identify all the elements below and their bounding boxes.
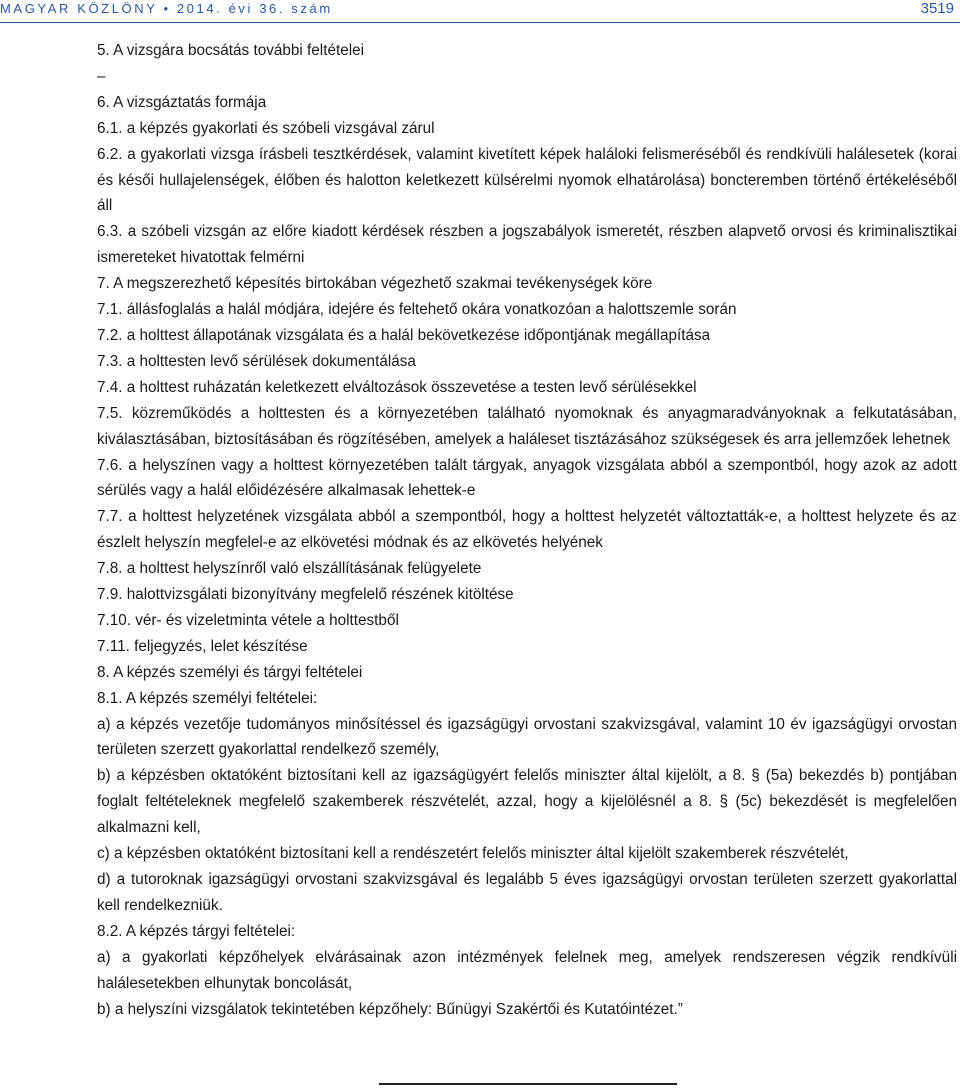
page-number: 3519 xyxy=(920,0,954,17)
footer-rule xyxy=(379,1083,677,1085)
item-8-2-b: b) a helyszíni vizsgálatok tekintetében képzőhely: Bűnügyi Szakértői és Kutatóintézet.” xyxy=(97,1000,683,1018)
header-rule xyxy=(0,22,960,23)
item-7-3: 7.3. a holttesten levő sérülések dokumentálása xyxy=(97,352,416,370)
item-8-1-b: b) a képzésben oktatóként biztosítani kell az igazságügyért felelős miniszter által kijelölt, a 8. § (5a) bekezdés b) pontjában foglalt feltételeknek megfelelő szakemberek részvételét, azzal, hogy a kijelölésnél a 8. § (5c) bekezdését is megfelelően alkalmazni kell, xyxy=(97,767,957,837)
item-7-5: 7.5. közreműködés a holttesten és a környezetében található nyomoknak és anyagmaradványoknak a felkutatásában, kiválasztásában, biztosításában és rögzítésében, amelyek a haláleset tisztázásához szükségesek és arra jellemzőek lehetnek xyxy=(97,404,957,448)
item-8-1-d: d) a tutoroknak igazságügyi orvostani szakvizsgával és legalább 5 éves igazságügyi orvostan területen szerzett gyakorlattal kell rendelkezniük. xyxy=(97,871,957,914)
running-title: MAGYAR KÖZLÖNY • 2014. évi 36. szám xyxy=(0,1,333,16)
item-7-8: 7.8. a holttest helyszínről való elszállításának felügyelete xyxy=(97,560,482,578)
item-6-3: 6.3. a szóbeli vizsgán az előre kiadott kérdések részben a jogszabályok ismeretét, részben alapvető orvosi és kriminalisztikai ismereteket hivatottak felmérni xyxy=(97,223,957,267)
section-5-heading: 5. A vizsgára bocsátás további feltételei xyxy=(97,42,365,59)
section-7-heading: 7. A megszerezhető képesítés birtokában végezhető szakmai tevékenységek köre xyxy=(97,275,653,293)
item-7-9: 7.9. halottvizsgálati bizonyítvány megfelelő részének kitöltése xyxy=(97,586,514,604)
section-5-dash: – xyxy=(97,67,106,85)
item-6-1: 6.1. a képzés gyakorlati és szóbeli vizsgával zárul xyxy=(97,119,435,137)
document-body xyxy=(97,38,957,1022)
item-6-2: 6.2. a gyakorlati vizsga írásbeli tesztkérdések, valamint kivetített képek haláloki felismeréséből és rendkívüli halálesetek (korai és késői hullajelenségek, élőben és halotton keletkezett külsérelmi nyomok elhatárolása) boncteremben történő értékeléséből áll xyxy=(97,145,957,215)
item-7-6: 7.6. a helyszínen vagy a holttest környezetében talált tárgyak, anyagok vizsgálata abból a szempontból, hogy azok az adott sérülés vagy a halál előidézésére alkalmasak lehettek-e xyxy=(97,456,957,500)
item-7-4: 7.4. a holttest ruházatán keletkezett elváltozások összevetése a testen levő sérülésekkel xyxy=(97,378,697,396)
item-8-2-a: a) a gyakorlati képzőhelyek elvárásainak azon intézmények felelnek meg, amelyek rendszeresen végzik rendkívüli halálesetekben elhunytak boncolását, xyxy=(97,948,957,992)
item-7-7: 7.7. a holttest helyzetének vizsgálata abból a szempontból, hogy a holttest helyzetét változtatták-e, a holttest helyzete és az észlelt helyszín megfelel-e az elkövetési módnak és az elkövetés helyének xyxy=(97,508,957,552)
item-7-11: 7.11. feljegyzés, lelet készítése xyxy=(97,637,308,655)
section-6-heading: 6. A vizsgáztatás formája xyxy=(97,93,267,111)
running-header xyxy=(0,0,960,22)
item-7-10: 7.10. vér- és vizeletminta vétele a holttestből xyxy=(97,611,399,629)
section-8-heading: 8. A képzés személyi és tárgyi feltételei xyxy=(97,663,363,681)
item-8-1-a: a) a képzés vezetője tudományos minősítéssel és igazságügyi orvostani szakvizsgával, valamint 10 év igazságügyi orvostan területen szerzett gyakorlattal rendelkező személy, xyxy=(97,715,957,759)
item-8-1-c: c) a képzésben oktatóként biztosítani kell a rendészetért felelős miniszter által kijelölt szakemberek részvételét, xyxy=(97,845,849,863)
item-8-2-heading: 8.2. A képzés tárgyi feltételei: xyxy=(97,922,296,940)
item-7-2: 7.2. a holttest állapotának vizsgálata és a halál bekövetkezése időpontjának megállapítása xyxy=(97,326,711,344)
item-7-1: 7.1. állásfoglalás a halál módjára, idejére és feltehető okára vonatkozóan a halottszemle során xyxy=(97,301,737,319)
item-8-1-heading: 8.1. A képzés személyi feltételei: xyxy=(97,689,318,707)
